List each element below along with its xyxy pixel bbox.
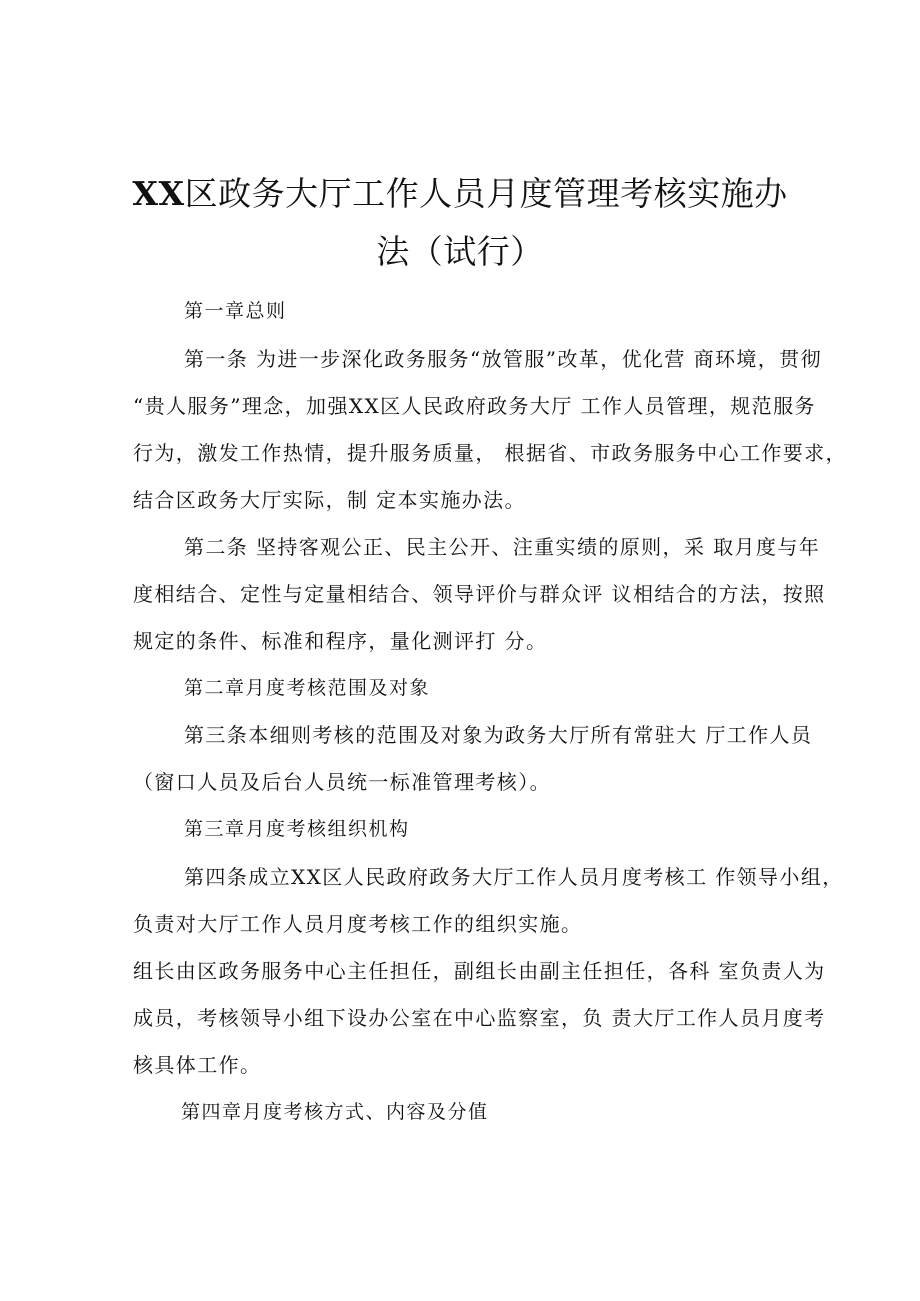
article-4-line-3: 组长由区政务服务中心主任担任，副组长由副主任担任，各科 室负责人为	[133, 959, 826, 983]
article-4-line-2: 负责对大厅工作人员月度考核工作的组织实施。	[133, 912, 583, 936]
title-prefix: XX	[132, 174, 185, 213]
article-2-line-1: 第二条 坚持客观公正、民主公开、注重实绩的原则，采 取月度与年	[184, 535, 821, 559]
article-1-line-3: 行为，激发工作热情，提升服务质量， 根据省、市政务服务中心工作要求，	[133, 441, 847, 465]
chapter-1-heading: 第一章总则	[184, 300, 287, 322]
chapter-4-heading: 第四章月度考核方式、内容及分值	[181, 1101, 489, 1123]
article-3-line-2: （窗口人员及后台人员统一标准管理考核）。	[133, 770, 551, 794]
article-4-line-4: 成员，考核领导小组下设办公室在中心监察室，负 责大厅工作人员月度考	[133, 1006, 826, 1030]
document-title-line-1	[120, 168, 800, 215]
article-3-line-1: 第三条本细则考核的范围及对象为政务大厅所有常驻大 厅工作人员	[184, 723, 813, 747]
document-title-line-2: 法（试行）	[376, 232, 544, 271]
article-4-line-5: 核具体工作。	[133, 1053, 262, 1077]
chapter-3-heading: 第三章月度考核组织机构	[184, 818, 410, 840]
article-1-line-1: 第一条 为进一步深化政务服务“放管服”改革，优化营 商环境，贯彻	[184, 347, 822, 371]
article-1-line-4: 结合区政务大厅实际，制 定本实施办法。	[133, 488, 526, 512]
title-text: 区政务大厅工作人员月度管理考核实施办	[184, 174, 788, 213]
article-4-line-1: 第四条成立XX区人民政府政务大厅工作人员月度考核工 作领导小组，	[184, 865, 844, 889]
article-2-line-2: 度相结合、定性与定量相结合、领导评价与群众评 议相结合的方法，按照	[133, 582, 826, 606]
article-1-line-2: “贵人服务”理念，加强XX区人民政府政务大厅 工作人员管理，规范服务	[133, 394, 816, 418]
chapter-2-heading: 第二章月度考核范围及对象	[184, 677, 431, 699]
article-2-line-3: 规定的条件、标准和程序，量化测评打 分。	[133, 629, 548, 653]
